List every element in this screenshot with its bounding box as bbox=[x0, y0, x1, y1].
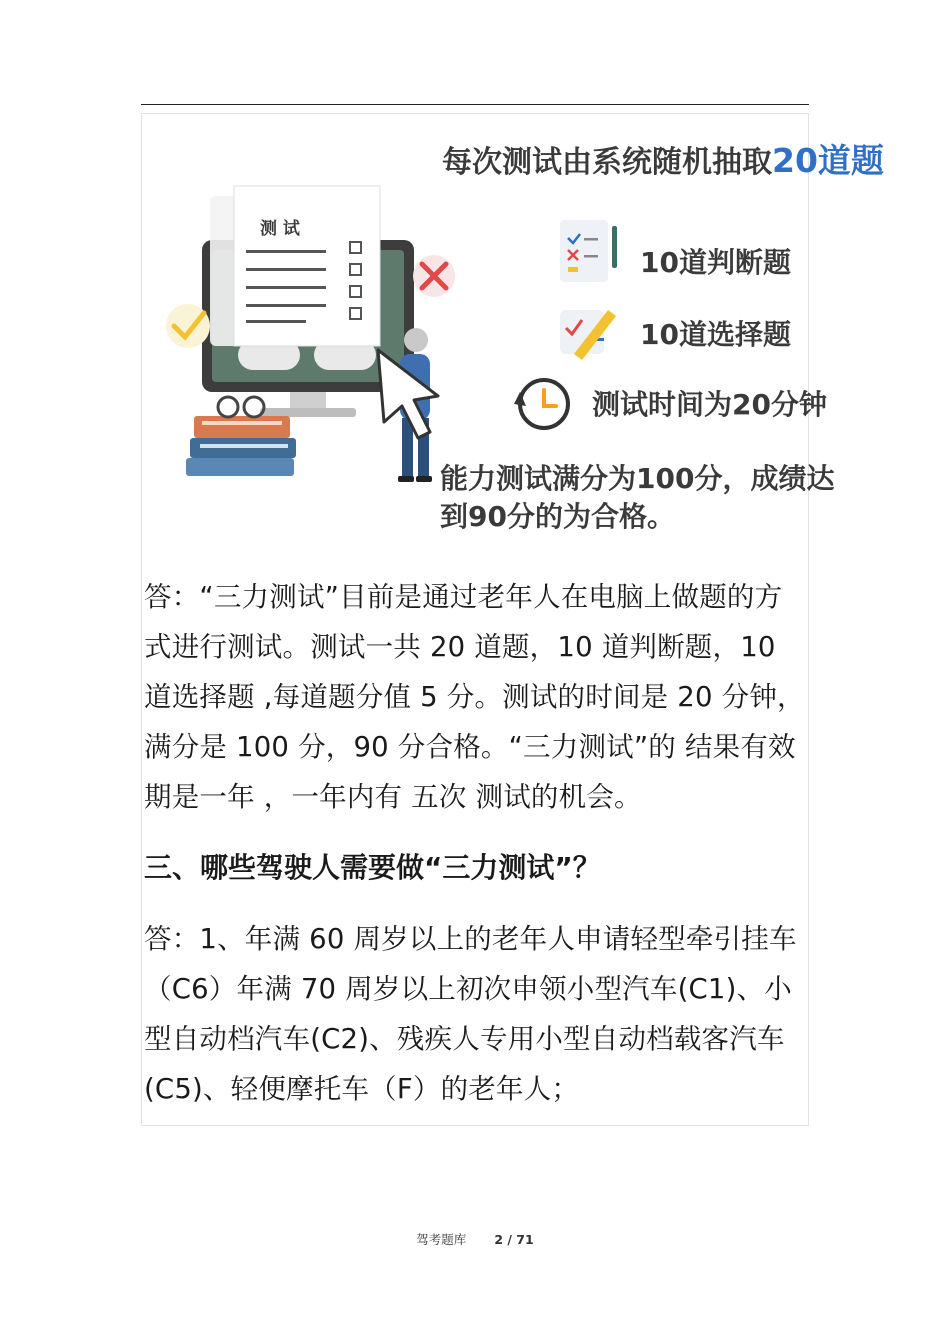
header-rule bbox=[141, 104, 809, 105]
summary-line-2: 到90分的为合格。 bbox=[440, 500, 675, 533]
pencil-check-icon bbox=[560, 310, 616, 360]
section-heading-3: 三、哪些驾驶人需要做“三力测试”？ bbox=[144, 851, 601, 884]
answer-paragraph-1: 答：“三力测试”目前是通过老年人在电脑上做题的方式进行测试。测试一共 20 道题，10 道判断题，10 道选择题 ,每道题分值 5 分。测试的时间是 20 分钟，满分是 100 分，90 分合格。“三力测试”的 结果有效期是一年 ，一年内有 五次 测试的机会。 bbox=[144, 581, 805, 813]
clock-icon bbox=[514, 380, 568, 428]
page-number: 2 / 71 bbox=[494, 1232, 534, 1247]
illus-heading: 每次测试由系统随机抽取20道题 bbox=[442, 141, 884, 180]
item-duration: 测试时间为20分钟 bbox=[592, 388, 827, 421]
page-footer bbox=[0, 1230, 950, 1248]
check-mark-icon bbox=[166, 304, 210, 348]
checklist-icon bbox=[560, 220, 617, 282]
test-paper-icon bbox=[210, 186, 380, 346]
test-illustration bbox=[142, 114, 902, 560]
item-choice-count: 10道选择题 bbox=[640, 318, 791, 351]
test-paper-label: 测 试 bbox=[260, 219, 300, 239]
summary-line-1: 能力测试满分为100分，成绩达 bbox=[440, 462, 835, 495]
wrong-mark-icon bbox=[413, 255, 455, 297]
answer-paragraph-2: 答：1、年满 60 周岁以上的老年人申请轻型牵引挂车（C6）年满 70 周岁以上初次申领小型汽车(C1)、小型自动档汽车(C2)、残疾人专用小型自动档载客汽车(C5)、轻便摩托车（F）的老年人； bbox=[144, 923, 797, 1105]
item-judgement-count: 10道判断题 bbox=[640, 246, 791, 279]
footer-source: 驾考题库 bbox=[416, 1232, 467, 1247]
